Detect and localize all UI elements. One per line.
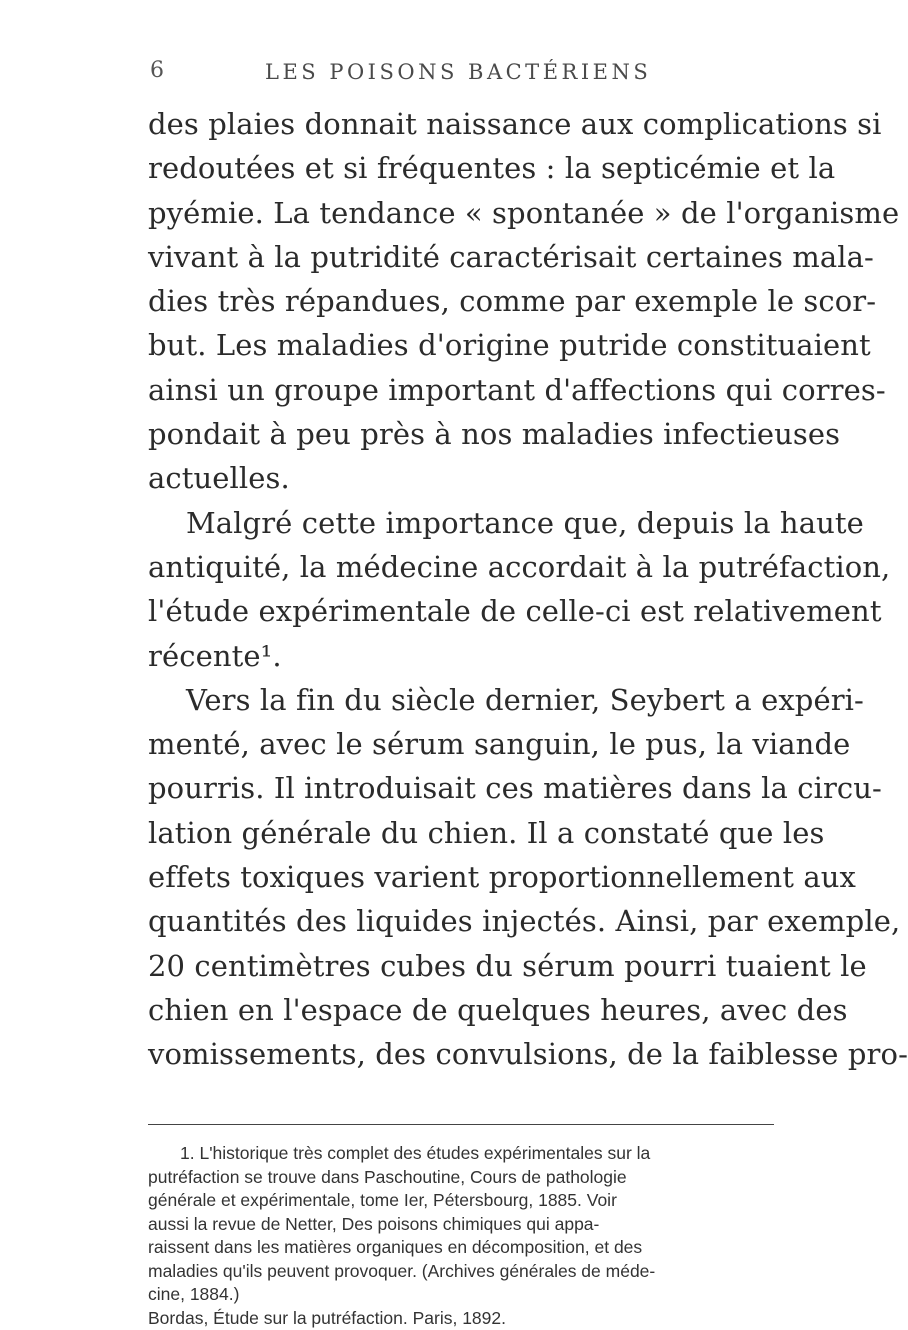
body-line: redoutées et si fréquentes : la septicémie et la	[148, 146, 774, 190]
body-line: lation générale du chien. Il a constaté que les	[148, 811, 774, 855]
footnote-line: cine, 1884.)	[148, 1283, 774, 1307]
footnote-line: raissent dans les matières organiques en décomposition, et des	[148, 1236, 774, 1260]
body-line: menté, avec le sérum sanguin, le pus, la viande	[148, 722, 774, 766]
body-line: ainsi un groupe important d'affections qui corres-	[148, 368, 774, 412]
footnote-line: putréfaction se trouve dans Paschoutine, Cours de pathologie	[148, 1166, 774, 1190]
body-line: l'étude expérimentale de celle-ci est relativement	[148, 589, 774, 633]
body-line: des plaies donnait naissance aux complications si	[148, 102, 774, 146]
body-line: effets toxiques varient proportionnellement aux	[148, 855, 774, 899]
body-line: quantités des liquides injectés. Ainsi, par exemple,	[148, 899, 774, 943]
page-number: 6	[150, 58, 165, 83]
body-line: antiquité, la médecine accordait à la putréfaction,	[148, 545, 774, 589]
body-line: récente¹.	[148, 634, 774, 678]
body-line: dies très répandues, comme par exemple le scor-	[148, 279, 774, 323]
body-line: pondait à peu près à nos maladies infectieuses	[148, 412, 774, 456]
body-line: but. Les maladies d'origine putride constituaient	[148, 323, 774, 367]
body-line: 20 centimètres cubes du sérum pourri tuaient le	[148, 944, 774, 988]
paragraph-start-line: Malgré cette importance que, depuis la haute	[148, 501, 774, 545]
body-line: pourris. Il introduisait ces matières dans la circu-	[148, 766, 774, 810]
body-line: vivant à la putridité caractérisait certaines mala-	[148, 235, 774, 279]
footnote-line: maladies qu'ils peuvent provoquer. (Archives générales de méde-	[148, 1260, 774, 1284]
running-head	[150, 58, 770, 88]
body-line: vomissements, des convulsions, de la faiblesse pro-	[148, 1032, 774, 1076]
body-line: pyémie. La tendance « spontanée » de l'organisme	[148, 191, 774, 235]
footnote-line: générale et expérimentale, tome Ier, Pétersbourg, 1885. Voir	[148, 1189, 774, 1213]
body-text	[148, 102, 774, 1077]
paragraph-start-line: Vers la fin du siècle dernier, Seybert a expéri-	[148, 678, 774, 722]
body-line: actuelles.	[148, 456, 774, 500]
body-line: chien en l'espace de quelques heures, avec des	[148, 988, 774, 1032]
footnote-divider	[148, 1124, 774, 1125]
footnotes	[148, 1142, 774, 1330]
running-title: LES POISONS BACTÉRIENS	[265, 60, 651, 84]
footnote-line: 1. L'historique très complet des études expérimentales sur la	[148, 1142, 774, 1166]
footnote-line: aussi la revue de Netter, Des poisons chimiques qui appa-	[148, 1213, 774, 1237]
footnote-line: Bordas, Étude sur la putréfaction. Paris, 1892.	[148, 1307, 774, 1330]
